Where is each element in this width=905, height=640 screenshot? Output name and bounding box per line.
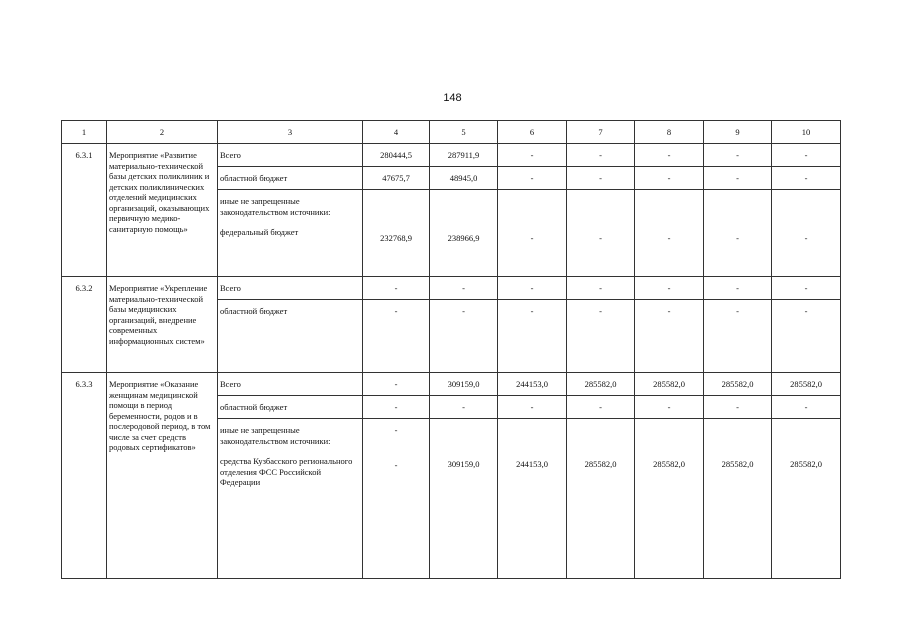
- source-cell: [218, 419, 363, 579]
- value-cell: -: [498, 396, 567, 419]
- value-cell: -: [498, 167, 567, 190]
- value-cell: -: [635, 277, 704, 300]
- value-cell: 244153,0: [498, 419, 567, 579]
- value-cell: 280444,5: [363, 144, 430, 167]
- value-cell: -: [498, 144, 567, 167]
- value-cell: 309159,0: [430, 373, 498, 396]
- value-cell: -: [772, 277, 841, 300]
- value-cell: -: [363, 396, 430, 419]
- header-cell: 1: [62, 121, 107, 144]
- measure-name: Мероприятие «Развитие материально-технической базы детских поликлиник и детских поликлинических отделений медицинских организаций, оказывающих первичную медико-санитарную помощь»: [107, 144, 218, 277]
- value-cell: -: [704, 144, 772, 167]
- value-cell: 285582,0: [704, 419, 772, 579]
- table-row: [62, 373, 841, 396]
- value-cell: 285582,0: [635, 419, 704, 579]
- value-cell: [363, 419, 430, 579]
- value-cell: -: [567, 167, 635, 190]
- page-number: 148: [443, 92, 462, 104]
- value-cell: 285582,0: [567, 373, 635, 396]
- header-cell: 9: [704, 121, 772, 144]
- value-cell: 309159,0: [430, 419, 498, 579]
- source-note: иные не запрещенные законодательством источники:: [220, 425, 331, 446]
- source-cell: Всего: [218, 373, 363, 396]
- value-cell: 232768,9: [363, 190, 430, 277]
- source-label: федеральный бюджет: [220, 227, 299, 237]
- value-cell: -: [567, 277, 635, 300]
- value-cell: 47675,7: [363, 167, 430, 190]
- value-cell: -: [772, 144, 841, 167]
- source-cell: областной бюджет: [218, 167, 363, 190]
- source-label: средства Кузбасского регионального отделения ФСС Российской Федерации: [220, 456, 353, 487]
- note-value: -: [394, 425, 398, 435]
- value-cell: 285582,0: [704, 373, 772, 396]
- value-cell: -: [430, 277, 498, 300]
- value-cell: -: [635, 167, 704, 190]
- value-cell: -: [363, 373, 430, 396]
- table-row: [62, 144, 841, 167]
- value-cell: 285582,0: [635, 373, 704, 396]
- value-text: -: [394, 459, 398, 470]
- header-cell: 2: [107, 121, 218, 144]
- value-cell: -: [635, 144, 704, 167]
- value-cell: -: [772, 396, 841, 419]
- source-cell: областной бюджет: [218, 300, 363, 373]
- header-cell: 7: [567, 121, 635, 144]
- value-cell: -: [704, 396, 772, 419]
- value-cell: -: [363, 277, 430, 300]
- source-cell: [218, 190, 363, 277]
- value-cell: -: [498, 190, 567, 277]
- value-cell: -: [704, 300, 772, 373]
- value-cell: -: [567, 144, 635, 167]
- source-cell: Всего: [218, 144, 363, 167]
- measure-name: Мероприятие «Оказание женщинам медицинской помощи в период беременности, родов и в послеродовой период, в том числе за счет средств родовых сертификатов»: [107, 373, 218, 579]
- program-table: [61, 120, 841, 579]
- value-cell: -: [635, 396, 704, 419]
- value-cell: -: [704, 277, 772, 300]
- header-cell: 5: [430, 121, 498, 144]
- header-cell: 8: [635, 121, 704, 144]
- value-cell: -: [635, 190, 704, 277]
- value-cell: 238966,9: [430, 190, 498, 277]
- value-cell: -: [704, 167, 772, 190]
- header-cell: 4: [363, 121, 430, 144]
- value-cell: -: [772, 300, 841, 373]
- measure-id: 6.3.2: [62, 277, 107, 373]
- table-row: [62, 277, 841, 300]
- source-cell: Всего: [218, 277, 363, 300]
- value-cell: -: [567, 190, 635, 277]
- value-cell: -: [704, 190, 772, 277]
- source-cell: областной бюджет: [218, 396, 363, 419]
- value-cell: 244153,0: [498, 373, 567, 396]
- measure-id: 6.3.1: [62, 144, 107, 277]
- value-cell: -: [363, 300, 430, 373]
- value-cell: 285582,0: [772, 373, 841, 396]
- source-note: иные не запрещенные законодательством источники:: [220, 196, 331, 217]
- header-cell: 10: [772, 121, 841, 144]
- value-cell: -: [430, 300, 498, 373]
- value-cell: 48945,0: [430, 167, 498, 190]
- measure-name: Мероприятие «Укрепление материально-технической базы медицинских организаций, внедрение современных информационных систем»: [107, 277, 218, 373]
- value-cell: -: [498, 277, 567, 300]
- measure-id: 6.3.3: [62, 373, 107, 579]
- value-cell: -: [772, 167, 841, 190]
- value-cell: 287911,9: [430, 144, 498, 167]
- value-cell: -: [430, 396, 498, 419]
- value-cell: -: [567, 396, 635, 419]
- header-row: [62, 121, 841, 144]
- value-cell: -: [498, 300, 567, 373]
- value-cell: 285582,0: [567, 419, 635, 579]
- header-cell: 6: [498, 121, 567, 144]
- header-cell: 3: [218, 121, 363, 144]
- value-cell: -: [772, 190, 841, 277]
- value-cell: -: [635, 300, 704, 373]
- value-cell: -: [567, 300, 635, 373]
- value-cell: 285582,0: [772, 419, 841, 579]
